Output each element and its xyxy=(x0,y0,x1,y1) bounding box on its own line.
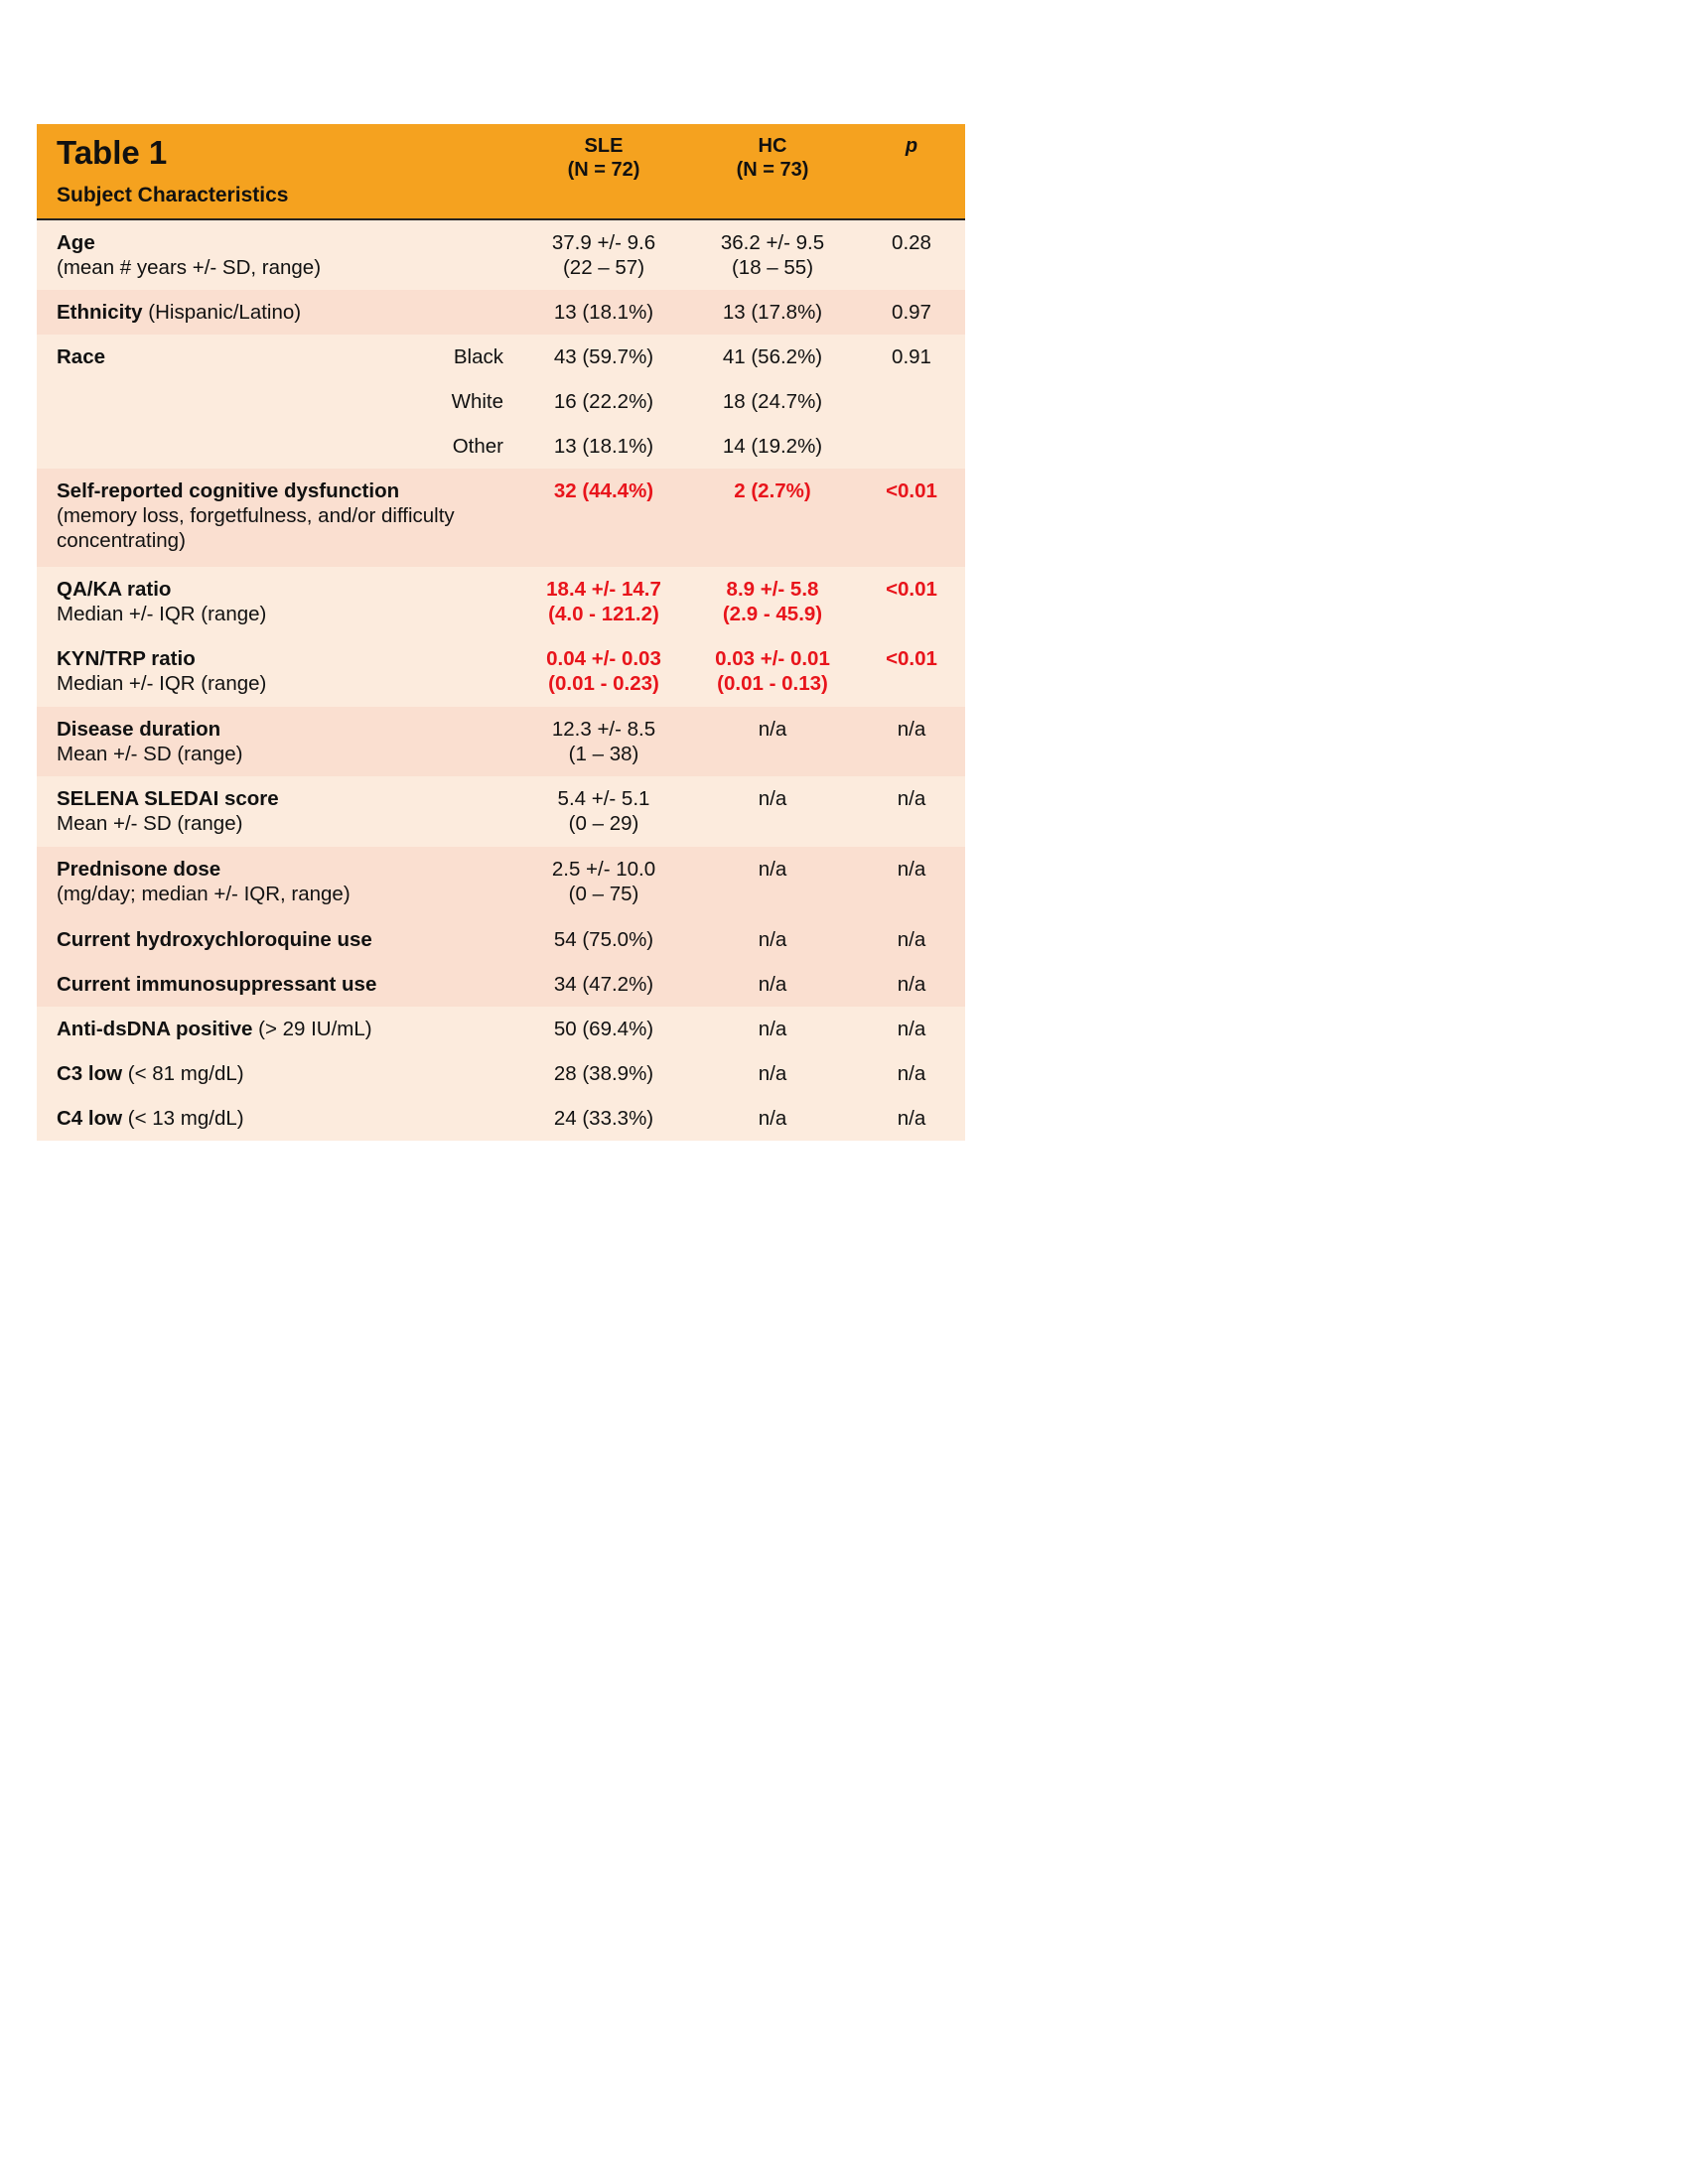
label: SELENA SLEDAI score xyxy=(57,787,279,810)
row-label xyxy=(57,230,523,280)
v2: (18 – 55) xyxy=(731,256,814,279)
hc-value xyxy=(688,577,857,626)
label: Race xyxy=(57,345,106,368)
table-row-hydroxychloroquine xyxy=(37,917,965,962)
hc-value xyxy=(688,646,857,696)
p-value: n/a xyxy=(897,858,926,881)
hc-value: n/a xyxy=(758,1107,787,1130)
table-row-cognitive xyxy=(37,469,965,567)
v2: (0 – 75) xyxy=(568,883,639,905)
row-label xyxy=(57,1106,523,1131)
hc-value: n/a xyxy=(758,858,787,881)
sle-value xyxy=(519,786,688,836)
v: 2.5 +/- 10.0 xyxy=(551,858,656,881)
label: Anti-dsDNA positive xyxy=(57,1018,253,1040)
v: 37.9 +/- 9.6 xyxy=(551,231,656,254)
v: 36.2 +/- 9.5 xyxy=(720,231,825,254)
table-subtitle: Subject Characteristics xyxy=(57,184,289,206)
hc-value: 18 (24.7%) xyxy=(722,390,823,413)
v: 5.4 +/- 5.1 xyxy=(557,787,650,810)
sle-value: 34 (47.2%) xyxy=(553,973,654,996)
race-other: Other xyxy=(452,435,503,458)
sle-value: 13 (18.1%) xyxy=(553,301,654,324)
table-row-age xyxy=(37,220,965,290)
subject-characteristics-table xyxy=(37,124,965,1141)
p-value: n/a xyxy=(897,1018,926,1040)
table-row-duration xyxy=(37,707,965,776)
col-header-sle xyxy=(529,134,678,182)
label: Ethnicity xyxy=(57,301,143,324)
desc: (< 13 mg/dL) xyxy=(122,1107,244,1130)
hc-value: n/a xyxy=(758,1018,787,1040)
hc-value: 2 (2.7%) xyxy=(734,479,811,502)
row-label xyxy=(57,577,523,626)
p-value: n/a xyxy=(897,718,926,741)
row-label xyxy=(57,300,523,325)
sle-value: 24 (33.3%) xyxy=(553,1107,654,1130)
p-value: 0.91 xyxy=(892,345,931,368)
race-white: White xyxy=(451,390,503,413)
v: 0.04 +/- 0.03 xyxy=(546,647,661,670)
label: C4 low xyxy=(57,1107,123,1130)
desc: Mean +/- SD (range) xyxy=(57,812,243,835)
label: Disease duration xyxy=(57,718,221,741)
table-header xyxy=(37,124,965,220)
hc-value: n/a xyxy=(758,1062,787,1085)
v: 12.3 +/- 8.5 xyxy=(551,718,656,741)
sle-value xyxy=(519,857,688,906)
sle-value: 54 (75.0%) xyxy=(553,928,654,951)
p-value: <0.01 xyxy=(886,479,937,502)
sle-value xyxy=(519,717,688,766)
p-value: n/a xyxy=(897,973,926,996)
p-value: <0.01 xyxy=(886,647,937,670)
table-row-sledai xyxy=(37,776,965,847)
col-sle-n: (N = 72) xyxy=(567,159,640,181)
label: QA/KA ratio xyxy=(57,578,172,601)
desc: (memory loss, forgetfulness, and/or difficulty concentrating) xyxy=(57,504,455,552)
table-row-c3 xyxy=(37,1051,965,1096)
hc-value: 14 (19.2%) xyxy=(722,435,823,458)
sle-value: 43 (59.7%) xyxy=(553,345,654,368)
row-label xyxy=(57,1061,523,1086)
table-row-ethnicity xyxy=(37,290,965,335)
table-row-prednisone xyxy=(37,847,965,917)
row-label xyxy=(57,717,523,766)
p-value: n/a xyxy=(897,1062,926,1085)
hc-value xyxy=(688,230,857,280)
v2: (0.01 - 0.23) xyxy=(548,672,659,695)
sle-value: 13 (18.1%) xyxy=(553,435,654,458)
desc: (Hispanic/Latino) xyxy=(142,301,302,324)
v: 8.9 +/- 5.8 xyxy=(726,578,819,601)
p-value: 0.28 xyxy=(892,231,931,254)
label: Current hydroxychloroquine use xyxy=(57,928,372,951)
row-label xyxy=(57,972,523,997)
hc-value: n/a xyxy=(758,718,787,741)
p-value: n/a xyxy=(897,928,926,951)
sle-value: 28 (38.9%) xyxy=(553,1062,654,1085)
hc-value: n/a xyxy=(758,973,787,996)
hc-value: 41 (56.2%) xyxy=(722,345,823,368)
v2: (2.9 - 45.9) xyxy=(722,603,823,625)
p-value: n/a xyxy=(897,787,926,810)
table-row-immunosuppressant xyxy=(37,962,965,1007)
row-label xyxy=(57,1017,523,1041)
row-label xyxy=(57,646,523,696)
v: 0.03 +/- 0.01 xyxy=(715,647,830,670)
sle-value: 50 (69.4%) xyxy=(553,1018,654,1040)
col-sle-label: SLE xyxy=(584,135,624,157)
label: Age xyxy=(57,231,95,254)
desc: (< 81 mg/dL) xyxy=(122,1062,244,1085)
row-label xyxy=(57,478,523,553)
col-hc-label: HC xyxy=(758,135,787,157)
p-value: 0.97 xyxy=(892,301,931,324)
v2: (0 – 29) xyxy=(568,812,639,835)
race-black: Black xyxy=(453,345,503,368)
col-header-hc xyxy=(698,134,847,182)
col-header-p: p xyxy=(905,135,918,157)
row-label xyxy=(57,927,523,952)
p-value: <0.01 xyxy=(886,578,937,601)
desc: (> 29 IU/mL) xyxy=(252,1018,372,1040)
sle-value xyxy=(519,646,688,696)
label: Current immunosuppressant use xyxy=(57,973,377,996)
table-row-anti-dsdna xyxy=(37,1007,965,1051)
label: KYN/TRP ratio xyxy=(57,647,196,670)
hc-value: n/a xyxy=(758,787,787,810)
p-value: n/a xyxy=(897,1107,926,1130)
table-title: Table 1 xyxy=(57,134,168,171)
label: Self-reported cognitive dysfunction xyxy=(57,479,400,502)
table-row-race xyxy=(37,335,965,469)
sle-value: 16 (22.2%) xyxy=(553,390,654,413)
sle-value: 32 (44.4%) xyxy=(553,479,654,502)
v2: (4.0 - 121.2) xyxy=(548,603,659,625)
v2: (22 – 57) xyxy=(562,256,645,279)
sle-value xyxy=(519,230,688,280)
desc: (mean # years +/- SD, range) xyxy=(57,256,322,279)
table-row-c4 xyxy=(37,1096,965,1141)
desc: (mg/day; median +/- IQR, range) xyxy=(57,883,351,905)
hc-value: 13 (17.8%) xyxy=(722,301,823,324)
v: 18.4 +/- 14.7 xyxy=(546,578,661,601)
desc: Mean +/- SD (range) xyxy=(57,743,243,765)
label: C3 low xyxy=(57,1062,123,1085)
col-hc-n: (N = 73) xyxy=(736,159,809,181)
desc: Median +/- IQR (range) xyxy=(57,672,267,695)
sle-value xyxy=(519,577,688,626)
v2: (1 – 38) xyxy=(568,743,639,765)
hc-value: n/a xyxy=(758,928,787,951)
label: Prednisone dose xyxy=(57,858,221,881)
desc: Median +/- IQR (range) xyxy=(57,603,267,625)
v2: (0.01 - 0.13) xyxy=(717,672,828,695)
table-row-ratios xyxy=(37,567,965,707)
row-label xyxy=(57,857,523,906)
row-label xyxy=(57,786,523,836)
